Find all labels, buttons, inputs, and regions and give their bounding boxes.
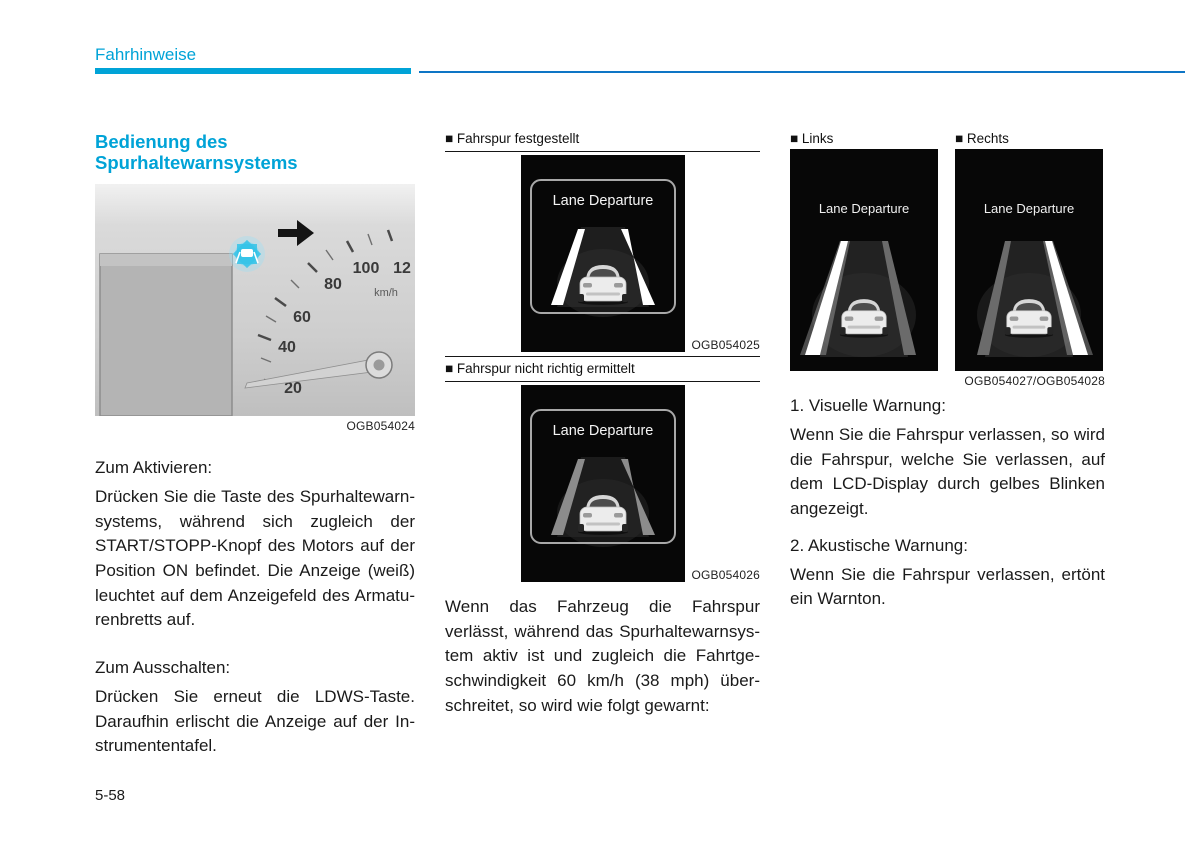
section-heading-line1: Bedienung des <box>95 131 228 152</box>
lcd-title: Lane Departure <box>552 193 653 209</box>
cluster-image <box>95 184 415 416</box>
visual-warning-paragraph: Wenn Sie die Fahrspur verlassen, so wird die Fahrspur, welche Sie verlassen, auf dem LCD-Display durch gelbes Blinken angezeigt. <box>790 425 1105 518</box>
header-accent-bar <box>95 68 411 74</box>
warning-conditions-paragraph: Wenn das Fahrzeug die Fahrspur verlässt, während das Spurhaltewarnsystem aktiv ist und zugleich die Fahrtgeschwindigkeit 60 km/h (38 mph) überschreitet, so wird wie folgt gewarnt: <box>445 597 760 715</box>
lcd-title: Lane Departure <box>818 201 910 216</box>
lcd-figure-not-detected <box>445 385 760 582</box>
header-rule-line <box>419 71 1185 73</box>
visual-warning-heading: 1. Visuelle Warnung: <box>790 396 946 415</box>
activate-paragraph: Drücken Sie die Taste des Spurhaltewarnsystems, während sich zugleich der START/STOPP-Knopf des Motors auf der Position ON befindet. Die Anzeige (weiß) leuchtet auf dem Anzeigefeld des Armaturenbretts auf. <box>95 487 415 630</box>
speedometer-unit: km/h <box>374 287 398 300</box>
figure-label-rechts: ■ Rechts <box>955 131 1009 146</box>
deactivate-paragraph: Drücken Sie erneut die LDWS-Taste. Daraufhin erlischt die Anzeige auf der Instrumententafel. <box>95 687 415 756</box>
column-left <box>95 131 415 759</box>
section-heading <box>95 131 415 173</box>
figure-label-links: ■ Links <box>790 131 834 146</box>
acoustic-warning-heading: 2. Akustische Warnung: <box>790 535 968 555</box>
lcd-image-warning-right <box>955 149 1103 371</box>
figure-labels-row <box>790 131 1105 146</box>
figure-caption-not-detected: OGB054026 <box>691 568 760 582</box>
section-heading-line2: Spurhaltewarnsystems <box>95 152 298 174</box>
speed-60: 60 <box>293 309 311 327</box>
warning-figures-pair <box>790 149 1105 371</box>
speedometer-needle <box>245 358 380 388</box>
cluster-lcd-sheen <box>100 254 232 266</box>
page-header: Fahrhinweise <box>95 45 197 64</box>
ldws-indicator-icon <box>229 236 265 272</box>
figure-label-not-detected: ■ Fahrspur nicht richtig ermittelt <box>445 356 760 382</box>
figure-caption-cluster: OGB054024 <box>346 419 415 434</box>
lcd-image-detected <box>521 155 685 352</box>
column-right <box>790 131 1105 612</box>
deactivate-heading: Zum Ausschalten: <box>95 658 231 677</box>
lcd-title: Lane Departure <box>983 201 1075 216</box>
acoustic-warning-paragraph: Wenn Sie die Fahrspur verlassen, ertönt ein Warnton. <box>790 564 1105 609</box>
lcd-title: Lane Departure <box>552 423 653 439</box>
cluster-figure <box>95 184 415 416</box>
page-number: 5-58 <box>95 787 126 804</box>
figure-caption-warning-pair: OGB054027/OGB054028 <box>964 374 1105 388</box>
speed-40: 40 <box>278 339 296 357</box>
lcd-figure-detected <box>445 155 760 352</box>
speed-120: 12 <box>393 260 411 278</box>
speed-100: 100 <box>352 260 380 278</box>
column-middle <box>445 131 760 718</box>
figure-label-detected: ■ Fahrspur festgestellt <box>445 131 760 152</box>
arrow-icon <box>278 220 314 246</box>
speed-20: 20 <box>284 380 302 398</box>
figure-caption-detected: OGB054025 <box>691 338 760 352</box>
lcd-image-warning-left <box>790 149 938 371</box>
cluster-lcd-screen <box>100 254 232 416</box>
needle-hub-center <box>374 360 385 371</box>
lcd-image-not-detected <box>521 385 685 582</box>
speed-80: 80 <box>324 276 342 294</box>
activate-heading: Zum Aktivieren: <box>95 458 213 478</box>
